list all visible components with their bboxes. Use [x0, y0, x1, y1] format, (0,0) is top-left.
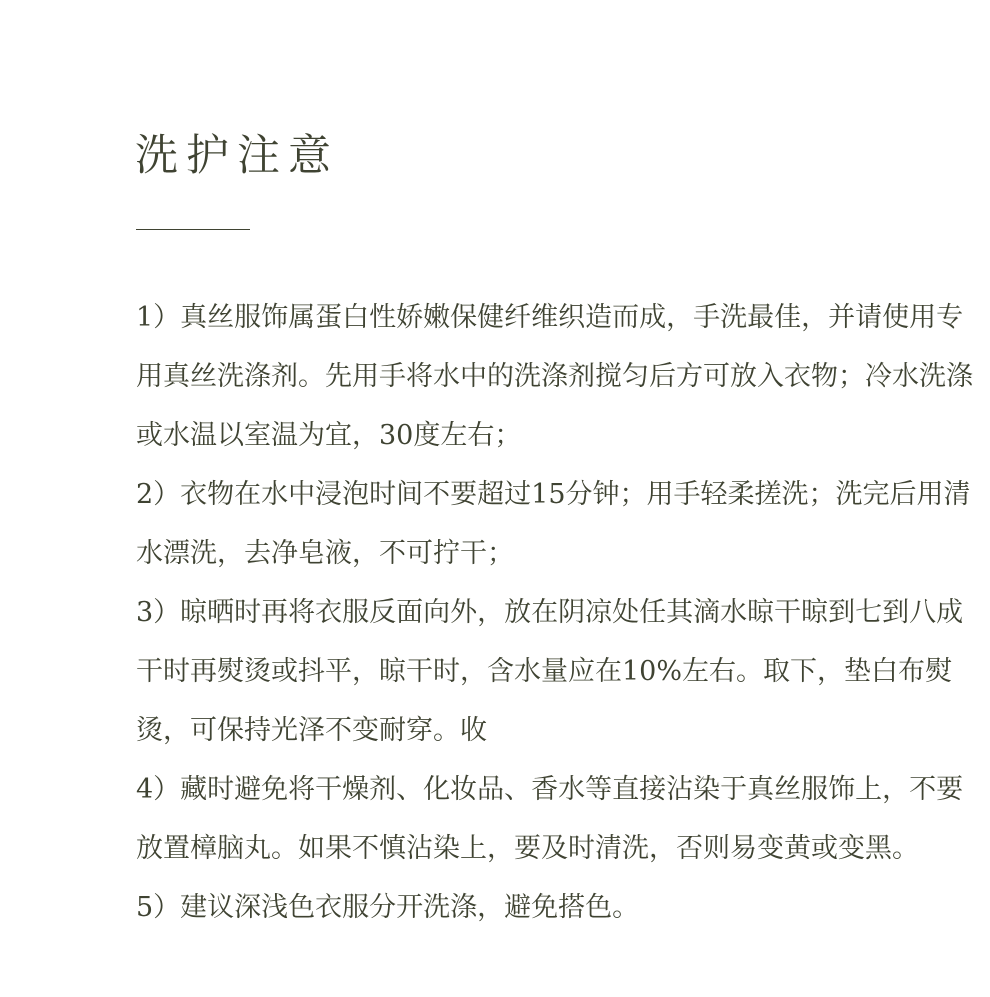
instruction-paragraph-4: 4）藏时避免将干燥剂、化妆品、香水等直接沾染于真丝服饰上，不要放置樟脑丸。如果不慎沾染上，要及时清洗，否则易变黄或变黑。 — [136, 774, 964, 864]
instruction-paragraph-2: 2）衣物在水中浸泡时间不要超过15分钟；用手轻柔搓洗；洗完后用清水漂洗，去净皂液，不可拧干； — [136, 479, 971, 569]
title-divider — [136, 229, 250, 230]
care-instructions-list — [136, 288, 978, 937]
page-title: 洗护注意 — [135, 131, 339, 181]
instruction-paragraph-1: 1）真丝服饰属蛋白性娇嫩保健纤维织造而成，手洗最佳，并请使用专用真丝洗涤剂。先用手将水中的洗涤剂搅匀后方可放入衣物；冷水洗涤或水温以室温为宜，30度左右； — [136, 302, 973, 451]
instruction-paragraph-5: 5）建议深浅色衣服分开洗涤，避免搭色。 — [136, 892, 640, 923]
instruction-paragraph-3: 3）晾晒时再将衣服反面向外，放在阴凉处任其滴水晾干晾到七到八成干时再熨烫或抖平，晾干时，含水量应在10%左右。取下，垫白布熨烫，可保持光泽不变耐穿。收 — [136, 597, 964, 746]
